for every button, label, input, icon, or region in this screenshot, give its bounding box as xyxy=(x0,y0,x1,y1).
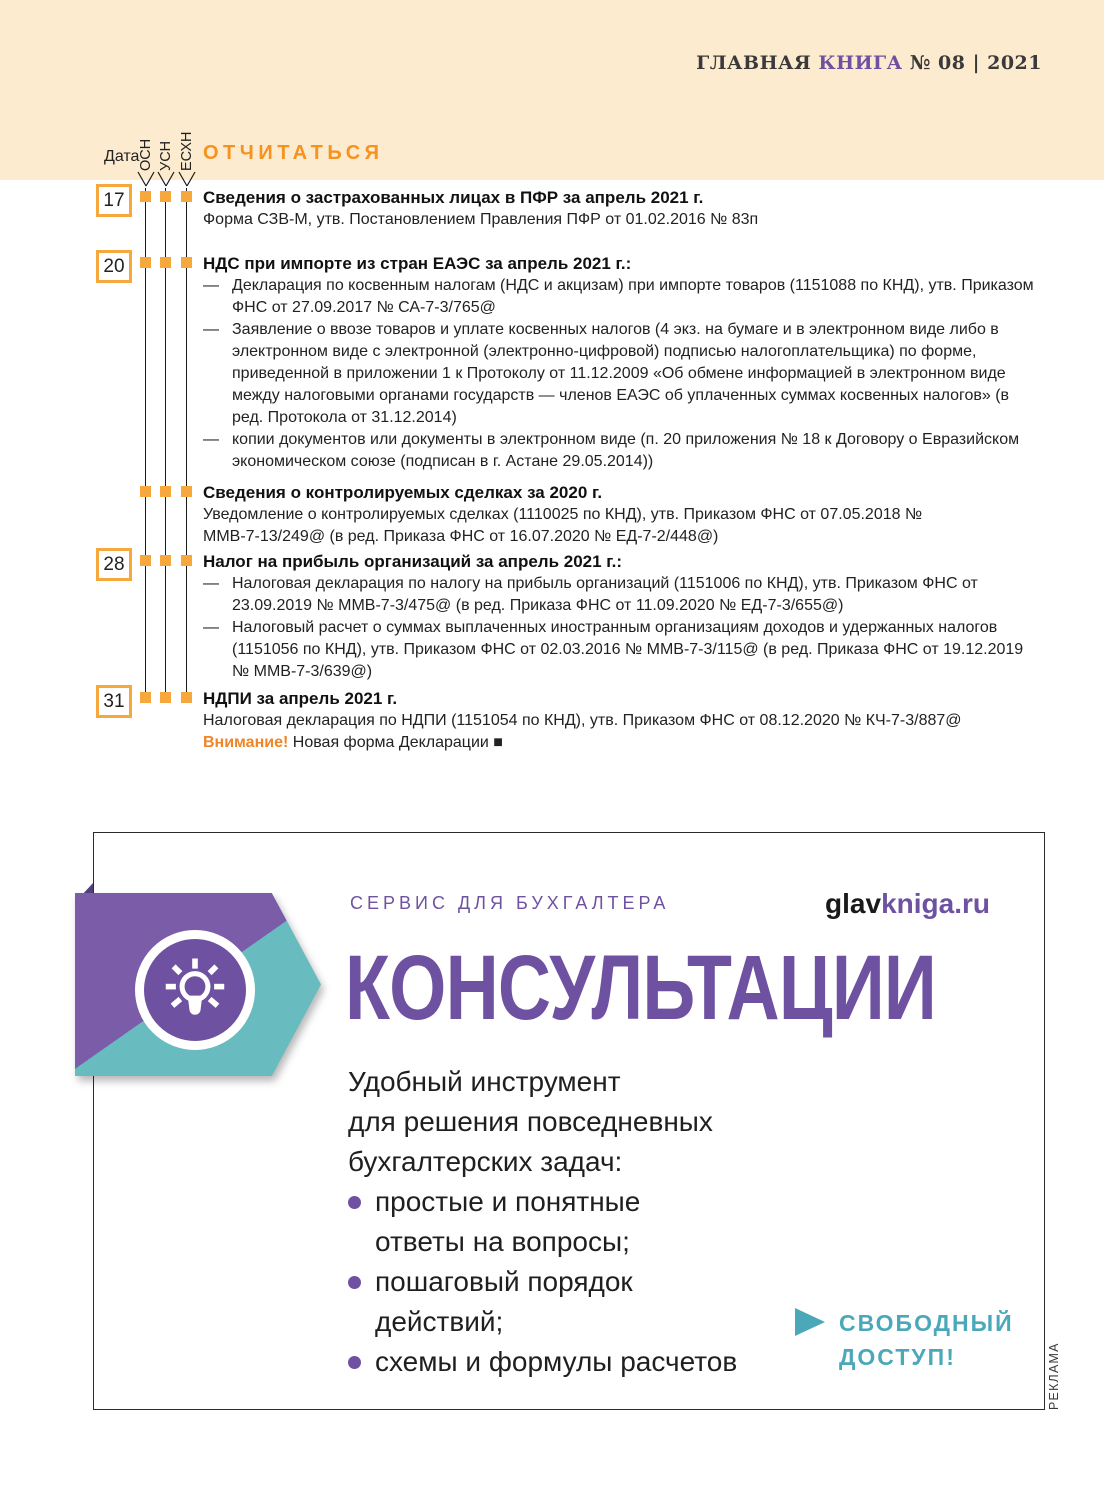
column-label-eshn: ЕСХН xyxy=(179,131,195,171)
dash-marker: — xyxy=(203,321,219,338)
item-warning xyxy=(203,732,1044,754)
bullet-item xyxy=(348,1262,738,1342)
bullet-line: простые и понятные xyxy=(375,1186,641,1217)
access-line: СВОБОДНЫЙ xyxy=(839,1310,1014,1336)
date-box: 17 xyxy=(96,184,132,217)
column-marker xyxy=(140,692,151,703)
intro-line: бухгалтерских задач: xyxy=(348,1146,623,1177)
bullet-line: действий; xyxy=(375,1306,504,1337)
dash-marker: — xyxy=(203,619,219,636)
access-line: ДОСТУП! xyxy=(839,1344,956,1370)
arrow-right-icon xyxy=(795,1308,825,1336)
fork-connector-icon xyxy=(137,171,155,187)
intro-line: для решения повседневных xyxy=(348,1106,713,1137)
date-box: 31 xyxy=(96,685,132,718)
calendar-item xyxy=(0,187,1104,231)
column-marker xyxy=(181,555,192,566)
calendar-item xyxy=(0,253,1104,473)
item-list-entry xyxy=(203,617,1044,683)
column-marker xyxy=(140,191,151,202)
magazine-title-purple: КНИГА xyxy=(818,52,903,74)
magazine-issue: № 08 | 2021 xyxy=(902,52,1042,74)
item-body: Уведомление о контролируемых сделках (1110025 по КНД), утв. Приказом ФНС от 07.05.2018 № ММВ-7-13/249@ (в ред. Приказа ФНС от 16.07.2020 № ЕД-7-2/448@) xyxy=(203,506,923,545)
item-list-text: Налоговый расчет о суммах выплаченных иностранным организациям доходов и удержанных налогов (1151056 по КНД), утв. Приказом ФНС от 02.03.2016 № ММВ-7-3/115@ (в ред. Приказа ФНС от 19.12.2019 № ММВ-7-3/639@) xyxy=(232,619,1024,680)
dash-marker: — xyxy=(203,575,219,592)
column-label-osn: ОСН xyxy=(138,138,154,171)
column-marker xyxy=(160,191,171,202)
logo-part-black: glav xyxy=(825,888,882,919)
item-body: Форма СЗВ-М, утв. Постановлением Правления ПФР от 01.02.2016 № 83п xyxy=(203,211,759,228)
advertisement-marker-label: РЕКЛАМА xyxy=(1047,1342,1061,1410)
item-body: Налоговая декларация по НДПИ (1151054 по КНД), утв. Приказом ФНС от 08.12.2020 № КЧ-7-3/887@ xyxy=(203,712,962,729)
item-list-entry xyxy=(203,319,1044,429)
item-title: Сведения о застрахованных лицах в ПФР за апрель 2021 г. xyxy=(203,188,704,207)
item-list-text: Налоговая декларация по налогу на прибыль организаций (1151006 по КНД), утв. Приказом ФНС от 23.09.2019 № ММВ-7-3/475@ (в ред. Приказа ФНС от 11.09.2020 № ЕД-7-3/655@) xyxy=(232,575,978,614)
bullet-dot xyxy=(348,1196,361,1209)
item-title: Налог на прибыль организаций за апрель 2021 г.: xyxy=(203,552,623,571)
lightbulb-icon xyxy=(135,930,255,1050)
bullet-dot xyxy=(348,1356,361,1369)
warning-label: Внимание! xyxy=(203,734,289,751)
bullet-line: пошаговый порядок xyxy=(375,1266,633,1297)
column-marker xyxy=(140,555,151,566)
magazine-title xyxy=(696,52,1042,74)
fork-connector-icon xyxy=(157,171,175,187)
fork-connector-icon xyxy=(178,171,196,187)
column-marker xyxy=(181,257,192,268)
item-list-entry xyxy=(203,429,1044,473)
item-list-text: Декларация по косвенным налогам (НДС и акцизам) при импорте товаров (1151088 по КНД), утв. Приказом ФНС от 27.09.2017 № СА-7-3/765@ xyxy=(232,277,1034,316)
column-marker xyxy=(181,191,192,202)
date-box: 28 xyxy=(96,548,132,581)
glavkniga-logo-link[interactable] xyxy=(825,888,990,920)
item-list-text: копии документов или документы в электронном виде (п. 20 приложения № 18 к Договору о Евразийском экономическом союзе (подписан в г. Астане 29.05.2014)) xyxy=(232,431,1020,470)
section-title: ОТЧИТАТЬСЯ xyxy=(203,142,384,164)
ad-ribbon-badge xyxy=(75,893,321,1076)
item-list-entry xyxy=(203,573,1044,617)
logo-part-purple: kniga.ru xyxy=(881,888,990,919)
column-label-usn: УСН xyxy=(158,140,174,171)
lightbulb-glyph xyxy=(159,954,231,1026)
ad-intro xyxy=(348,1062,713,1182)
column-marker xyxy=(160,257,171,268)
ad-title: КОНСУЛЬТАЦИИ xyxy=(345,937,937,1039)
column-marker xyxy=(160,555,171,566)
column-marker xyxy=(160,692,171,703)
item-title: НДС при импорте из стран ЕАЭС за апрель 2021 г.: xyxy=(203,254,632,273)
column-marker xyxy=(140,486,151,497)
date-box: 20 xyxy=(96,250,132,283)
warning-text: Новая форма Декларации ■ xyxy=(292,734,503,751)
column-marker xyxy=(160,486,171,497)
item-title: НДПИ за апрель 2021 г. xyxy=(203,689,398,708)
calendar-item xyxy=(0,482,1104,548)
item-title: Сведения о контролируемых сделках за 2020 г. xyxy=(203,483,603,502)
ad-bullet-list xyxy=(348,1182,738,1382)
bullet-dot xyxy=(348,1276,361,1289)
column-marker xyxy=(181,692,192,703)
calendar-item xyxy=(0,688,1104,754)
intro-line: Удобный инструмент xyxy=(348,1066,621,1097)
bullet-item xyxy=(348,1182,738,1262)
free-access-callout xyxy=(795,1306,1014,1374)
column-marker xyxy=(140,257,151,268)
calendar-item xyxy=(0,551,1104,683)
item-list-text: Заявление о ввозе товаров и уплате косвенных налогов (4 экз. на бумаге и в электронном виде либо в электронном виде с электронной (электронно-цифровой) подписью налогоплательщика) по форме, приведенной в приложении 1 к Протоколу от 11.12.2009 «Об обмене информацией в электронном виде между налоговыми органами государств — членов ЕАЭС об уплаченных суммах косвенных налогов» (в ред. Протокола от 31.12.2014) xyxy=(232,321,1010,426)
bullet-item xyxy=(348,1342,738,1382)
dash-marker: — xyxy=(203,277,219,294)
ad-kicker: СЕРВИС ДЛЯ БУХГАЛТЕРА xyxy=(350,893,670,913)
magazine-title-black: ГЛАВНАЯ xyxy=(696,52,819,74)
item-list-entry xyxy=(203,275,1044,319)
bullet-line: ответы на вопросы; xyxy=(375,1226,630,1257)
date-column-label: Дата xyxy=(104,148,140,165)
column-marker xyxy=(181,486,192,497)
bullet-line: схемы и формулы расчетов xyxy=(375,1346,738,1377)
dash-marker: — xyxy=(203,431,219,448)
